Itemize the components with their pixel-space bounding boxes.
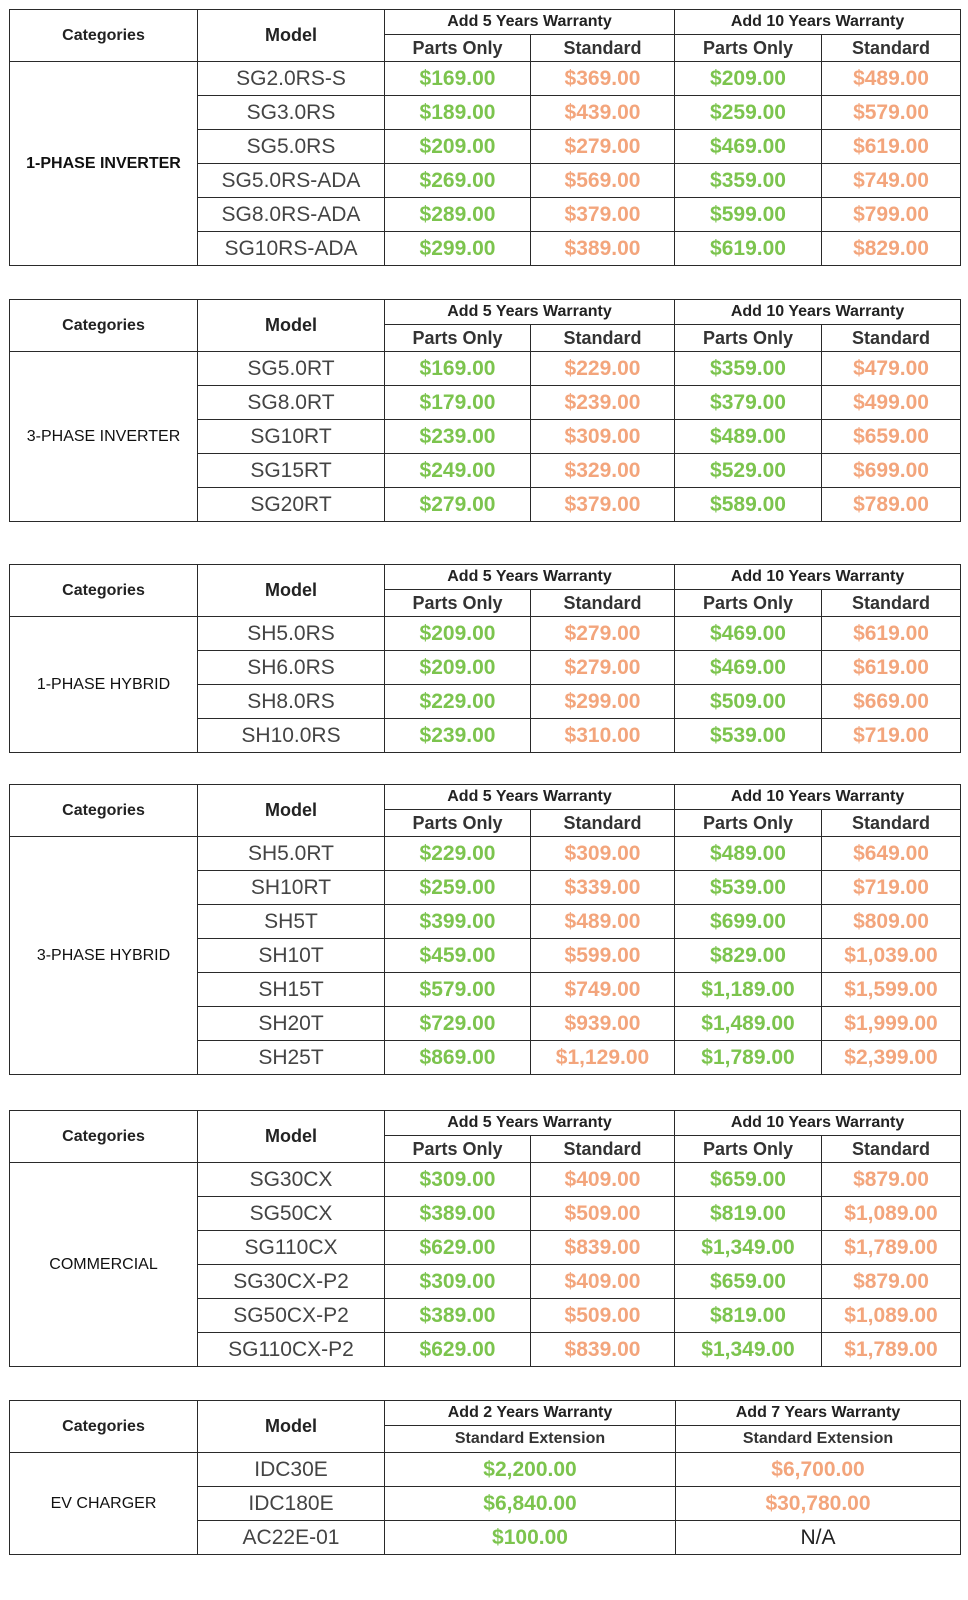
model-cell: SG8.0RS-ADA [198, 198, 385, 232]
parts-5yr-price: $279.00 [385, 488, 531, 522]
parts-5yr-price: $229.00 [385, 837, 531, 871]
price-type-header: Parts Only [675, 1136, 822, 1163]
standard-10yr-price: $659.00 [822, 420, 961, 454]
model-cell: SG3.0RS [198, 96, 385, 130]
standard-10yr-price: $619.00 [822, 130, 961, 164]
warranty-group-header: Add 10 Years Warranty [675, 1111, 961, 1136]
price-type-header: Standard [822, 590, 961, 617]
parts-10yr-price: $589.00 [675, 488, 822, 522]
header-row [10, 10, 961, 35]
parts-5yr-price: $389.00 [385, 1299, 531, 1333]
standard-5yr-price: $839.00 [531, 1231, 675, 1265]
parts-5yr-price: $869.00 [385, 1041, 531, 1075]
parts-5yr-price: $239.00 [385, 719, 531, 753]
standard-5yr-price: $1,129.00 [531, 1041, 675, 1075]
parts-10yr-price: $659.00 [675, 1163, 822, 1197]
parts-10yr-price: $359.00 [675, 164, 822, 198]
header-row [10, 785, 961, 810]
model-cell: SG15RT [198, 454, 385, 488]
parts-10yr-price: $469.00 [675, 617, 822, 651]
standard-5yr-price: $279.00 [531, 617, 675, 651]
parts-10yr-price: $359.00 [675, 352, 822, 386]
price-type-header: Standard [531, 1136, 675, 1163]
parts-5yr-price: $309.00 [385, 1163, 531, 1197]
standard-10yr-price: $1,089.00 [822, 1299, 961, 1333]
standard-10yr-price: $2,399.00 [822, 1041, 961, 1075]
price-type-header: Standard [531, 325, 675, 352]
standard-2yr-price: $100.00 [385, 1521, 676, 1555]
model-cell: SG8.0RT [198, 386, 385, 420]
price-type-header: Parts Only [675, 810, 822, 837]
model-cell: SG10RS-ADA [198, 232, 385, 266]
table-row [10, 62, 961, 96]
warranty-group-header: Add 5 Years Warranty [385, 300, 675, 325]
standard-5yr-price: $379.00 [531, 488, 675, 522]
standard-5yr-price: $279.00 [531, 130, 675, 164]
parts-5yr-price: $309.00 [385, 1265, 531, 1299]
parts-10yr-price: $1,349.00 [675, 1333, 822, 1367]
standard-5yr-price: $309.00 [531, 420, 675, 454]
parts-10yr-price: $259.00 [675, 96, 822, 130]
parts-5yr-price: $269.00 [385, 164, 531, 198]
model-cell: SG50CX [198, 1197, 385, 1231]
parts-10yr-price: $489.00 [675, 420, 822, 454]
standard-10yr-price: $619.00 [822, 617, 961, 651]
standard-10yr-price: $1,089.00 [822, 1197, 961, 1231]
category-cell: 3-PHASE INVERTER [10, 352, 198, 522]
model-cell: SG5.0RT [198, 352, 385, 386]
price-type-header: Parts Only [385, 1136, 531, 1163]
standard-5yr-price: $439.00 [531, 96, 675, 130]
model-cell: IDC180E [198, 1487, 385, 1521]
warranty-group-header: Add 5 Years Warranty [385, 10, 675, 35]
parts-10yr-price: $829.00 [675, 939, 822, 973]
table-row [10, 1453, 961, 1487]
model-cell: IDC30E [198, 1453, 385, 1487]
model-cell: SG110CX-P2 [198, 1333, 385, 1367]
standard-10yr-price: $829.00 [822, 232, 961, 266]
parts-5yr-price: $729.00 [385, 1007, 531, 1041]
model-cell: SH6.0RS [198, 651, 385, 685]
model-cell: SG30CX-P2 [198, 1265, 385, 1299]
parts-10yr-price: $1,189.00 [675, 973, 822, 1007]
warranty-table [9, 299, 961, 522]
price-type-header: Standard [531, 810, 675, 837]
parts-5yr-price: $209.00 [385, 651, 531, 685]
category-cell: 1-PHASE INVERTER [10, 62, 198, 266]
standard-10yr-price: $479.00 [822, 352, 961, 386]
price-type-header: Standard [822, 1136, 961, 1163]
standard-5yr-price: $569.00 [531, 164, 675, 198]
parts-5yr-price: $259.00 [385, 871, 531, 905]
categories-header: Categories [10, 300, 198, 352]
standard-5yr-price: $379.00 [531, 198, 675, 232]
price-type-header: Parts Only [385, 590, 531, 617]
standard-10yr-price: $789.00 [822, 488, 961, 522]
standard-10yr-price: $879.00 [822, 1163, 961, 1197]
model-header: Model [198, 565, 385, 617]
category-cell: 3-PHASE HYBRID [10, 837, 198, 1075]
parts-5yr-price: $249.00 [385, 454, 531, 488]
header-row [10, 1401, 961, 1426]
standard-5yr-price: $409.00 [531, 1163, 675, 1197]
model-header: Model [198, 1111, 385, 1163]
parts-10yr-price: $819.00 [675, 1299, 822, 1333]
parts-10yr-price: $539.00 [675, 719, 822, 753]
category-cell: COMMERCIAL [10, 1163, 198, 1367]
categories-header: Categories [10, 785, 198, 837]
price-type-header: Parts Only [675, 35, 822, 62]
price-type-header: Parts Only [675, 590, 822, 617]
parts-5yr-price: $169.00 [385, 352, 531, 386]
standard-5yr-price: $749.00 [531, 973, 675, 1007]
parts-10yr-price: $209.00 [675, 62, 822, 96]
model-cell: SH25T [198, 1041, 385, 1075]
parts-5yr-price: $629.00 [385, 1231, 531, 1265]
parts-5yr-price: $629.00 [385, 1333, 531, 1367]
standard-5yr-price: $599.00 [531, 939, 675, 973]
standard-5yr-price: $369.00 [531, 62, 675, 96]
standard-10yr-price: $579.00 [822, 96, 961, 130]
parts-5yr-price: $189.00 [385, 96, 531, 130]
parts-10yr-price: $529.00 [675, 454, 822, 488]
parts-10yr-price: $1,349.00 [675, 1231, 822, 1265]
price-type-header: Parts Only [385, 810, 531, 837]
standard-5yr-price: $279.00 [531, 651, 675, 685]
standard-5yr-price: $489.00 [531, 905, 675, 939]
model-cell: SG10RT [198, 420, 385, 454]
model-cell: SG2.0RS-S [198, 62, 385, 96]
standard-10yr-price: $499.00 [822, 386, 961, 420]
standard-10yr-price: $619.00 [822, 651, 961, 685]
standard-10yr-price: $1,039.00 [822, 939, 961, 973]
parts-5yr-price: $209.00 [385, 130, 531, 164]
parts-10yr-price: $819.00 [675, 1197, 822, 1231]
standard-5yr-price: $939.00 [531, 1007, 675, 1041]
parts-5yr-price: $209.00 [385, 617, 531, 651]
model-header: Model [198, 1401, 385, 1453]
warranty-table [9, 1110, 961, 1367]
price-type-header: Parts Only [385, 35, 531, 62]
parts-5yr-price: $299.00 [385, 232, 531, 266]
standard-10yr-price: $669.00 [822, 685, 961, 719]
ev-charger-warranty-table [9, 1400, 961, 1555]
parts-5yr-price: $399.00 [385, 905, 531, 939]
standard-5yr-price: $229.00 [531, 352, 675, 386]
header-row [10, 1111, 961, 1136]
warranty-table [9, 564, 961, 753]
parts-10yr-price: $1,789.00 [675, 1041, 822, 1075]
warranty-group-header: Add 5 Years Warranty [385, 1111, 675, 1136]
standard-7yr-price: $6,700.00 [676, 1453, 961, 1487]
model-cell: AC22E-01 [198, 1521, 385, 1555]
table-row [10, 352, 961, 386]
model-cell: SG110CX [198, 1231, 385, 1265]
categories-header: Categories [10, 565, 198, 617]
parts-10yr-price: $619.00 [675, 232, 822, 266]
model-cell: SH5.0RT [198, 837, 385, 871]
parts-10yr-price: $469.00 [675, 130, 822, 164]
warranty-group-header: Add 2 Years Warranty [385, 1401, 676, 1426]
standard-5yr-price: $839.00 [531, 1333, 675, 1367]
model-header: Model [198, 10, 385, 62]
parts-5yr-price: $389.00 [385, 1197, 531, 1231]
standard-5yr-price: $409.00 [531, 1265, 675, 1299]
standard-5yr-price: $509.00 [531, 1299, 675, 1333]
parts-5yr-price: $459.00 [385, 939, 531, 973]
warranty-table [9, 784, 961, 1075]
categories-header: Categories [10, 10, 198, 62]
standard-10yr-price: $1,789.00 [822, 1333, 961, 1367]
standard-7yr-price: N/A [676, 1521, 961, 1555]
category-cell: EV CHARGER [10, 1453, 198, 1555]
model-cell: SH15T [198, 973, 385, 1007]
standard-2yr-price: $2,200.00 [385, 1453, 676, 1487]
price-type-header: Standard Extension [676, 1426, 961, 1453]
standard-10yr-price: $649.00 [822, 837, 961, 871]
standard-10yr-price: $749.00 [822, 164, 961, 198]
model-cell: SG5.0RS-ADA [198, 164, 385, 198]
parts-10yr-price: $699.00 [675, 905, 822, 939]
parts-5yr-price: $579.00 [385, 973, 531, 1007]
standard-5yr-price: $299.00 [531, 685, 675, 719]
parts-10yr-price: $659.00 [675, 1265, 822, 1299]
model-cell: SH10.0RS [198, 719, 385, 753]
price-type-header: Standard [531, 35, 675, 62]
model-cell: SG5.0RS [198, 130, 385, 164]
warranty-group-header: Add 10 Years Warranty [675, 300, 961, 325]
parts-10yr-price: $469.00 [675, 651, 822, 685]
standard-10yr-price: $719.00 [822, 871, 961, 905]
category-cell: 1-PHASE HYBRID [10, 617, 198, 753]
standard-5yr-price: $339.00 [531, 871, 675, 905]
parts-10yr-price: $379.00 [675, 386, 822, 420]
parts-10yr-price: $489.00 [675, 837, 822, 871]
parts-5yr-price: $289.00 [385, 198, 531, 232]
price-type-header: Standard [531, 590, 675, 617]
model-cell: SG30CX [198, 1163, 385, 1197]
price-type-header: Standard [822, 810, 961, 837]
parts-10yr-price: $539.00 [675, 871, 822, 905]
parts-10yr-price: $1,489.00 [675, 1007, 822, 1041]
standard-5yr-price: $239.00 [531, 386, 675, 420]
price-type-header: Standard [822, 325, 961, 352]
standard-10yr-price: $879.00 [822, 1265, 961, 1299]
warranty-group-header: Add 5 Years Warranty [385, 785, 675, 810]
price-type-header: Parts Only [385, 325, 531, 352]
standard-10yr-price: $1,789.00 [822, 1231, 961, 1265]
categories-header: Categories [10, 1111, 198, 1163]
model-cell: SH5.0RS [198, 617, 385, 651]
standard-10yr-price: $799.00 [822, 198, 961, 232]
standard-10yr-price: $699.00 [822, 454, 961, 488]
model-cell: SH10T [198, 939, 385, 973]
model-cell: SH20T [198, 1007, 385, 1041]
table-row [10, 1163, 961, 1197]
model-header: Model [198, 785, 385, 837]
standard-10yr-price: $1,599.00 [822, 973, 961, 1007]
table-row [10, 837, 961, 871]
standard-2yr-price: $6,840.00 [385, 1487, 676, 1521]
standard-5yr-price: $509.00 [531, 1197, 675, 1231]
parts-10yr-price: $509.00 [675, 685, 822, 719]
model-cell: SG50CX-P2 [198, 1299, 385, 1333]
model-cell: SG20RT [198, 488, 385, 522]
standard-10yr-price: $719.00 [822, 719, 961, 753]
table-row [10, 617, 961, 651]
standard-7yr-price: $30,780.00 [676, 1487, 961, 1521]
warranty-group-header: Add 10 Years Warranty [675, 10, 961, 35]
warranty-table [9, 9, 961, 266]
parts-5yr-price: $179.00 [385, 386, 531, 420]
price-type-header: Standard Extension [385, 1426, 676, 1453]
parts-5yr-price: $229.00 [385, 685, 531, 719]
model-header: Model [198, 300, 385, 352]
parts-5yr-price: $239.00 [385, 420, 531, 454]
standard-10yr-price: $489.00 [822, 62, 961, 96]
warranty-group-header: Add 10 Years Warranty [675, 565, 961, 590]
standard-10yr-price: $1,999.00 [822, 1007, 961, 1041]
header-row [10, 300, 961, 325]
standard-5yr-price: $329.00 [531, 454, 675, 488]
parts-5yr-price: $169.00 [385, 62, 531, 96]
standard-5yr-price: $389.00 [531, 232, 675, 266]
price-type-header: Parts Only [675, 325, 822, 352]
standard-5yr-price: $310.00 [531, 719, 675, 753]
header-row [10, 565, 961, 590]
model-cell: SH5T [198, 905, 385, 939]
parts-10yr-price: $599.00 [675, 198, 822, 232]
price-type-header: Standard [822, 35, 961, 62]
warranty-group-header: Add 5 Years Warranty [385, 565, 675, 590]
standard-10yr-price: $809.00 [822, 905, 961, 939]
warranty-group-header: Add 7 Years Warranty [676, 1401, 961, 1426]
categories-header: Categories [10, 1401, 198, 1453]
warranty-group-header: Add 10 Years Warranty [675, 785, 961, 810]
model-cell: SH10RT [198, 871, 385, 905]
model-cell: SH8.0RS [198, 685, 385, 719]
standard-5yr-price: $309.00 [531, 837, 675, 871]
